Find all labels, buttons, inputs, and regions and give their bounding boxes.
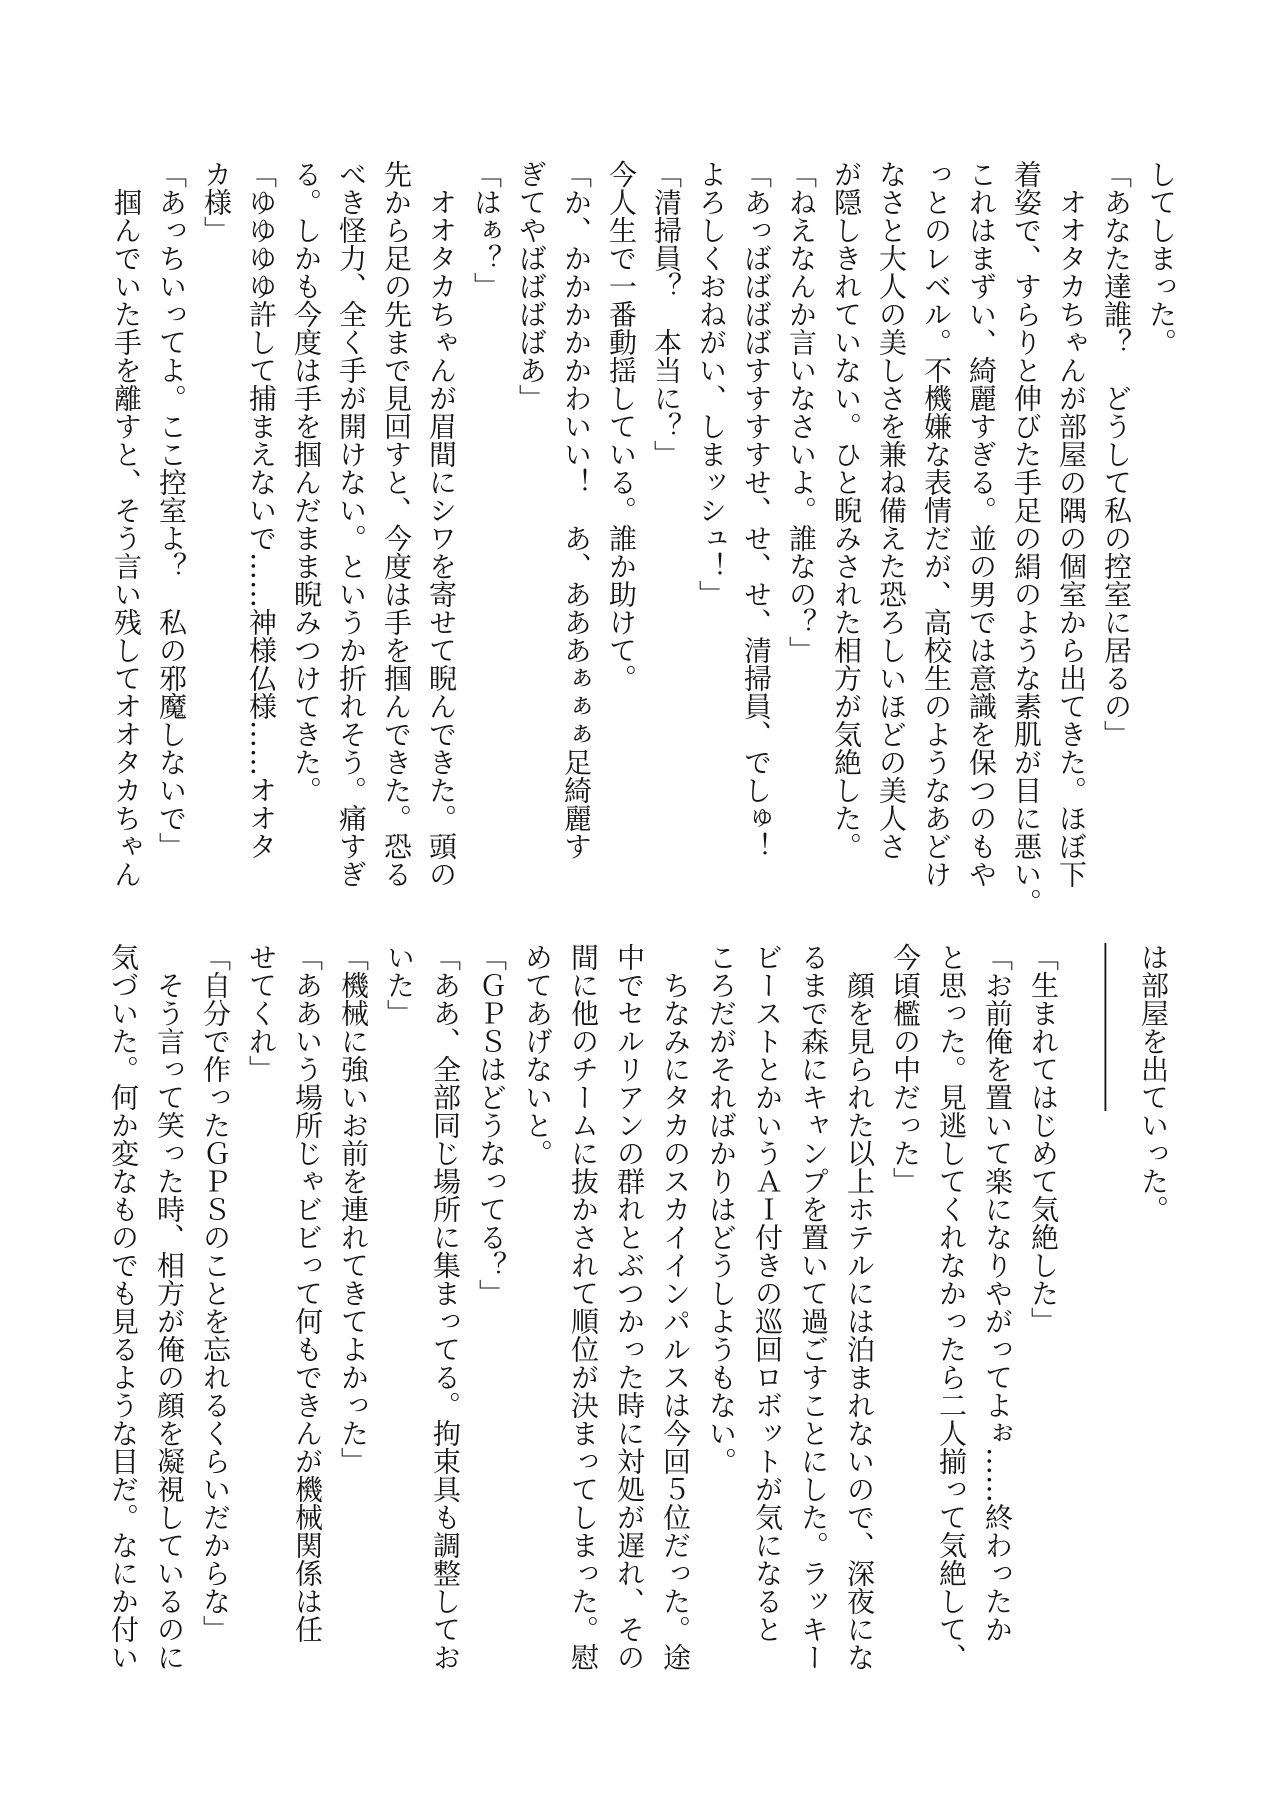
- vertical-text-line: ビーストとかいうＡＩ付きの巡回ロボットが気になると: [751, 943, 784, 1643]
- vertical-text-line: 「あっちいってよ。ここ控室よ？ 私の邪魔しないで」: [155, 160, 188, 860]
- vertical-text-line: は部屋を出ていった。: [1137, 943, 1170, 1223]
- vertical-text-line: るまで森にキャンプを置いて過ごすことにした。ラッキー: [797, 943, 830, 1671]
- vertical-text-line: 今頃檻の中だった」: [889, 943, 922, 1195]
- vertical-text-line: 「機械に強いお前を連れてきてよかった」: [337, 943, 370, 1475]
- vertical-text-line: っとのレベル。不機嫌な表情だが、高校生のようなあどけ: [920, 160, 953, 888]
- vertical-text-line: オオタカちゃんが眉間にシワを寄せて睨んできた。頭の: [425, 160, 458, 888]
- vertical-text-line: 間に他のチームに抜かされて順位が決まってしまった。慰: [567, 943, 600, 1671]
- scene-break-divider-line: ――――――: [1091, 943, 1124, 1111]
- novel-page-bottom: [100, 943, 1176, 1733]
- vertical-text-line: ちなみにタカのスカイインパルスは今回５位だった。途: [659, 943, 692, 1671]
- novel-page-top: [104, 160, 1184, 950]
- vertical-text-line: いた」: [383, 943, 416, 1027]
- vertical-text-line: せてくれ」: [245, 943, 278, 1083]
- vertical-text-line: なさと大人の美しさを兼ね備えた恐ろしいほどの美人さ: [875, 160, 908, 860]
- vertical-text-line: 「お前俺を置いて楽になりやがってよぉ……終わったか: [981, 943, 1014, 1643]
- vertical-text-line: 「か、かかかかかわいい！ あ、あああぁぁぁ足綺麗す: [560, 160, 593, 860]
- vertical-text-line: 「あなた達誰？ どうして私の控室に居るの」: [1100, 160, 1133, 748]
- vertical-text-line: る。しかも今度は手を掴んだまま睨みつけてきた。: [290, 160, 323, 804]
- vertical-text-line: 「あっばばばばすすすすせ、せ、せ、清掃員、でしゅ！: [740, 160, 773, 860]
- vertical-text-line: ぎてやばばばばあ」: [515, 160, 548, 412]
- vertical-text-line: よろしくおねがい、しまッシュ！」: [695, 160, 728, 608]
- vertical-text-line: 「ああ、全部同じ場所に集まってる。拘束具も調整してお: [429, 943, 462, 1671]
- vertical-text-line: してしまった。: [1145, 160, 1178, 356]
- vertical-text-line: と思った。見逃してくれなかったら二人揃って気絶して、: [935, 943, 968, 1671]
- vertical-text-line: 着姿で、すらりと伸びた手足の絹のような素肌が目に悪い。: [1010, 160, 1043, 916]
- vertical-text-line: 「清掃員？ 本当に？」: [650, 160, 683, 468]
- vertical-text-line: 先から足の先まで見回すと、今度は手を掴んできた。恐る: [380, 160, 413, 888]
- vertical-text-line: 顔を見られた以上ホテルには泊まれないので、深夜にな: [843, 943, 876, 1671]
- vertical-text-line: そう言って笑った時、相方が俺の顔を凝視しているのに: [153, 943, 186, 1671]
- vertical-text-line: が隠しきれていない。ひと睨みされた相方が気絶した。: [830, 160, 863, 860]
- vertical-text-line: 「自分で作ったＧＰＳのことを忘れるくらいだからな」: [199, 943, 232, 1643]
- vertical-text-line: 「ＧＰＳはどうなってる？」: [475, 943, 508, 1307]
- vertical-text-line: オオタカちゃんが部屋の隅の個室から出てきた。ほぼ下: [1055, 160, 1088, 888]
- vertical-text-line: 中でセルリアンの群れとぶつかった時に対処が遅れ、その: [613, 943, 646, 1671]
- vertical-text-line: べき怪力、全く手が開けない。というか折れそう。痛すぎ: [335, 160, 368, 888]
- vertical-text-line: これはまずい、綺麗すぎる。並の男では意識を保つのもや: [965, 160, 998, 888]
- vertical-text-line: ころだがそればかりはどうしようもない。: [705, 943, 738, 1475]
- vertical-text-line: 「ねえなんか言いなさいよ。誰なの？」: [785, 160, 818, 664]
- vertical-text-line: カ様」: [200, 160, 233, 244]
- vertical-text-line: 「はぁ？」: [470, 160, 503, 300]
- vertical-text-line: 今人生で一番動揺している。誰か助けて。: [605, 160, 638, 692]
- vertical-text-line: 「生まれてはじめて気絶した」: [1027, 943, 1060, 1335]
- vertical-text-line: 「ああいう場所じゃビビって何もできんが機械関係は任: [291, 943, 324, 1643]
- vertical-text-line: 掴んでいた手を離すと、そう言い残してオオタカちゃん: [110, 160, 143, 888]
- vertical-text-line: 「ゆゆゆゆ許して捕まえないで……神様仏様……オオタ: [245, 160, 278, 860]
- vertical-text-line: めてあげないと。: [521, 943, 554, 1167]
- vertical-text-line: 気づいた。何か変なものでも見るような目だ。なにか付い: [107, 943, 140, 1671]
